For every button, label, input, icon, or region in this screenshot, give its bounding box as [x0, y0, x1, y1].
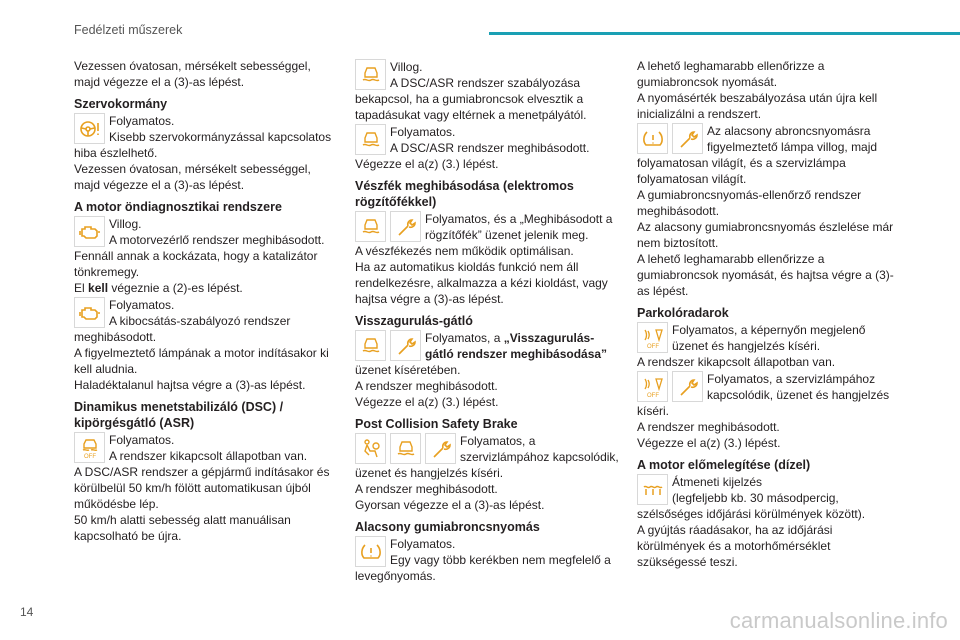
entry-preheat: Átmeneti kijelzés (legfeljebb kb. 30 másodpercig, szélsőséges időjárási körülmények között). [637, 475, 866, 521]
entry-engine-flashing: Villog. A motorvezérlő rendszer meghibásodott. Fennáll annak a kockázata, hogy a katalizátor tönkremegy. El kell végeznie a (2)-es lépést. [74, 217, 325, 295]
entry-dsc-flashing: Villog. A DSC/ASR rendszer szabályozása bekapcsol, ha a gumiabroncsok elvesztik a tapadásukat vagy eltérnek a menetpályától. [355, 60, 587, 122]
entry-parking-fault: OFF Folyamatos, a szervizlámpához kapcsolódik, üzenet és hangjelzés kíséri. A rendszer meghibásodott. Végezze el a(z) (3.) lépést. [637, 372, 890, 450]
section-title-tyre: Alacsony gumiabroncsnyomás [355, 520, 540, 534]
section-title-steering: Szervokormány [74, 97, 168, 111]
section-title-parking: Parkolóradarok [637, 306, 729, 320]
entry-dsc-fault: Folyamatos. A DSC/ASR rendszer meghibásodott. Végezze el a(z) (3.) lépést. [355, 125, 590, 171]
dsc-icon [355, 124, 386, 155]
glow-plug-icon [637, 474, 668, 505]
watermark: carmanualsonline.info [729, 608, 948, 633]
parking-sensor-off-icon [637, 322, 668, 353]
section-title-engine: A motor öndiagnosztikai rendszere [74, 200, 282, 214]
service-wrench-icon [672, 123, 703, 154]
column-3: A lehető leghamarabb ellenőrizze a gumiabroncsok nyomását. A nyomásérték beszabályozása után újra kell inicializálni a rendszert. Az alacsony abroncsnyomásra figyelmeztető lámpa villog, majd folyamatosan világít, és a szervizlámpa folyamatosan világít. A gumiabroncsnyomás-ellenőrző rendszer meghibásodott. Az alacsony gumiabroncsnyomás észlelése már nem biztosított. A lehető leghamarabb ellenőrizze a gumiabroncsok nyomását, és hajtsa végre a (3)-as lépést. Parkolóradarok OFF Folyamatos, a képernyőn megjelenő üzenet és hangjelzés kíséri. A rendszer kikapcsolt állapotban van. OFF Folyamatos, a szervizlámpához kapcsolódik, üzenet és hangjelzés kíséri. A rendszer meghibásodott. Végezze el a(z) (3.) lépést. A motor előmelegítése (dízel) Átmeneti kijelzés (legfeljebb kb. 30 másodpercig, szélsőséges időjárási körülmények között). A gyújtás ráadásakor, ha az időjárási körülmények és a motorhőmérséklet szükségessé teszi. [637, 58, 899, 570]
dsc-icon [355, 330, 386, 361]
section-title-dsc: Dinamikus menetstabilizáló (DSC) / kipörgésgátló (ASR) [74, 400, 284, 430]
section-title-emergency-brake: Vészfék meghibásodása (elektromos rögzítőfékkel) [355, 179, 574, 209]
entry-pcsb: Folyamatos, a szervizlámpához kapcsolódik, üzenet és hangjelzés kíséri. A rendszer meghibásodott. Gyorsan végezze el a (3)-as lépést. [355, 434, 619, 512]
dsc-off-icon [74, 432, 105, 463]
engine-icon [74, 297, 105, 328]
entry-steering: Folyamatos. Kisebb szervokormányzással kapcsolatos hiba észlelhető. Vezessen óvatosan, mérsékelt sebességgel, majd végezze el a (3)-as lépést. [74, 114, 332, 192]
svg-text:OFF: OFF [83, 453, 96, 460]
dsc-icon [355, 59, 386, 90]
section-title-hill-assist: Visszagurulás-gátló [355, 314, 473, 328]
entry-hill-assist: Folyamatos, a „Visszagurulás-gátló rendszer meghibásodása” üzenet kíséretében. A rendszer meghibásodott. Végezze el a(z) (3.) lépést. [355, 331, 608, 409]
entry-emergency-brake: Folyamatos, és a „Meghibásodott a rögzítőfék” üzenet jelenik meg. A vészfékezés nem működik optimálisan. Ha az automatikus kioldás funkció nem áll rendelkezésre, alkalmazza a kézi kioldást, vagy hajtsa végre a (3)-as lépést. [355, 212, 613, 306]
header-accent-bar [489, 32, 960, 35]
steering-warning-icon [74, 113, 105, 144]
service-wrench-icon [390, 330, 421, 361]
dsc-icon [390, 433, 421, 464]
svg-text:OFF: OFF [646, 392, 659, 399]
service-wrench-icon [390, 211, 421, 242]
svg-text:OFF: OFF [646, 343, 659, 350]
entry-tyre-flashing: Az alacsony abroncsnyomásra figyelmeztető lámpa villog, majd folyamatosan világít, és a szervizlámpa folyamatosan világít. [637, 124, 878, 186]
parking-sensor-off-icon [637, 371, 668, 402]
column-2 [355, 58, 620, 584]
tyre-pressure-icon [637, 123, 668, 154]
page-header-title: Fedélzeti műszerek [74, 23, 183, 37]
page-number: 14 [20, 605, 34, 619]
entry-engine-steady: Folyamatos. A kibocsátás-szabályozó rendszer meghibásodott. A figyelmeztető lámpának a motor indításakor ki kell aludnia. Haladéktalanul hajtsa végre a (3)-as lépést. [74, 298, 329, 392]
column-1 [74, 58, 334, 544]
tyre-pressure-icon [355, 536, 386, 567]
section-title-preheat: A motor előmelegítése (dízel) [637, 458, 811, 472]
intro-text: Vezessen óvatosan, mérsékelt sebességgel, majd végezze el a (3)-as lépést. [74, 59, 311, 89]
entry-dsc-off: OFF Folyamatos. A rendszer kikapcsolt állapotban van. A DSC/ASR rendszer a gépjármű indításakor és körülbelül 50 km/h fölött automatikusan újból működésbe lép. 50 km/h alatti sebesség alatt manuálisan kapcsolható be újra. [74, 433, 330, 543]
dsc-icon [355, 211, 386, 242]
service-wrench-icon [672, 371, 703, 402]
entry-tyre: Folyamatos. Egy vagy több kerékben nem megfelelő a levegőnyomás. [355, 537, 611, 583]
section-title-pcsb: Post Collision Safety Brake [355, 417, 518, 431]
service-wrench-icon [425, 433, 456, 464]
airbag-person-icon [355, 433, 386, 464]
entry-parking-off: OFF Folyamatos, a képernyőn megjelenő üzenet és hangjelzés kíséri. A rendszer kikapcsolt állapotban van. [637, 323, 866, 369]
engine-icon [74, 216, 105, 247]
